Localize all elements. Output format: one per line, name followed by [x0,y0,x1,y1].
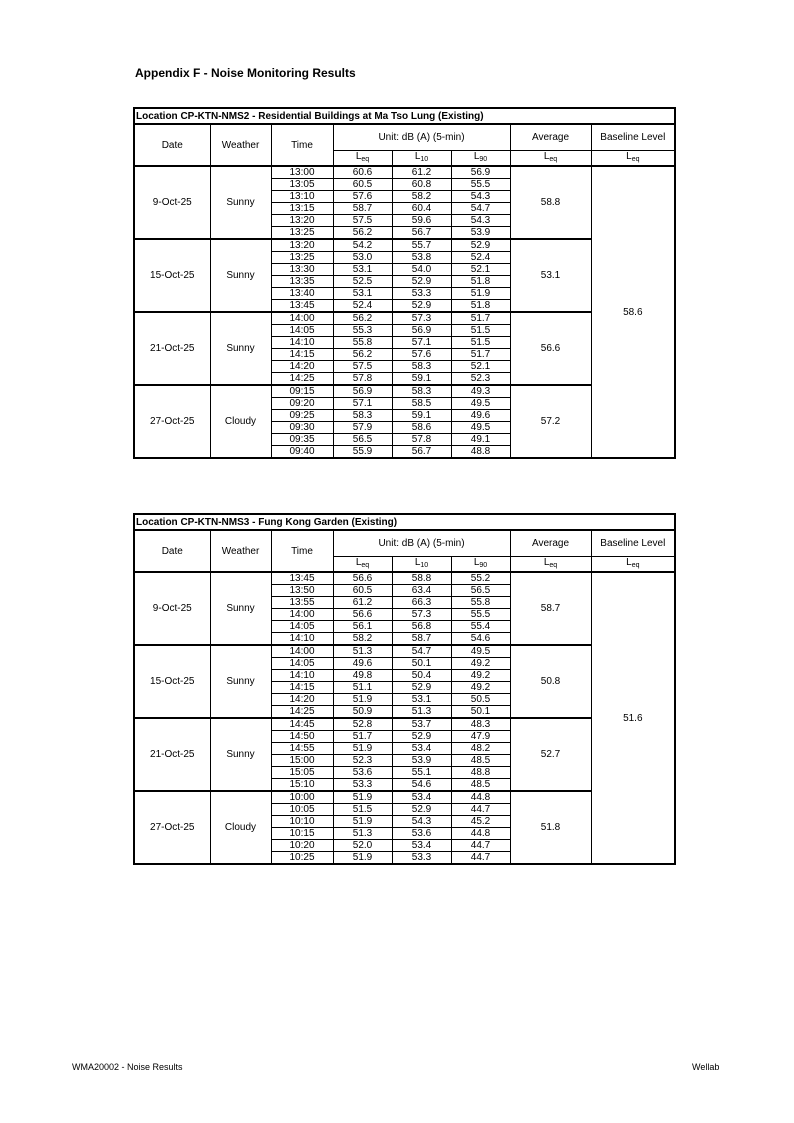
l90-cell: 52.4 [451,252,510,264]
weather-cell: Cloudy [210,791,271,864]
l90-cell: 56.5 [451,585,510,597]
time-cell: 14:25 [271,373,333,386]
date-cell: 9-Oct-25 [134,166,210,239]
time-cell: 13:20 [271,239,333,252]
l10-cell: 53.7 [392,718,451,731]
header-average-leq [510,557,591,573]
l90-cell: 55.4 [451,621,510,633]
time-cell: 13:30 [271,264,333,276]
time-cell: 13:45 [271,300,333,313]
l-symbol: L [473,151,480,162]
l-symbol: L [543,557,550,568]
average-cell: 51.8 [510,791,591,864]
leq-cell: 57.9 [333,422,392,434]
time-cell: 14:50 [271,731,333,743]
l-subscript: 90 [479,562,488,569]
time-cell: 10:10 [271,816,333,828]
l-subscript: eq [361,156,370,163]
l-subscript: eq [631,562,640,569]
header-unit: Unit: dB (A) (5-min) [333,530,510,557]
time-cell: 09:40 [271,446,333,459]
leq-cell: 56.2 [333,349,392,361]
time-cell: 09:15 [271,385,333,398]
l10-cell: 58.8 [392,572,451,585]
time-cell: 10:20 [271,840,333,852]
time-cell: 13:55 [271,597,333,609]
l90-cell: 51.7 [451,349,510,361]
l90-cell: 48.2 [451,743,510,755]
time-cell: 13:05 [271,179,333,191]
l90-cell: 55.5 [451,609,510,621]
l10-cell: 50.1 [392,658,451,670]
l90-cell: 51.8 [451,276,510,288]
l90-cell: 44.8 [451,828,510,840]
l90-cell: 55.8 [451,597,510,609]
leq-cell: 53.0 [333,252,392,264]
l10-cell: 57.8 [392,434,451,446]
header-baseline: Baseline Level [591,530,675,557]
l90-cell: 47.9 [451,731,510,743]
time-cell: 14:25 [271,706,333,719]
average-cell: 58.7 [510,572,591,645]
weather-cell: Cloudy [210,385,271,458]
weather-cell: Sunny [210,239,271,312]
l10-cell: 52.9 [392,731,451,743]
date-cell: 21-Oct-25 [134,312,210,385]
header-date: Date [134,124,210,166]
average-cell: 56.6 [510,312,591,385]
l10-cell: 53.4 [392,840,451,852]
location-title: Location CP-KTN-NMS3 - Fung Kong Garden (Existing) [134,514,675,530]
l90-cell: 52.9 [451,239,510,252]
l-symbol: L [414,151,421,162]
leq-cell: 51.3 [333,828,392,840]
header-row [134,530,675,557]
leq-cell: 51.9 [333,791,392,804]
header-weather: Weather [210,124,271,166]
leq-cell: 56.2 [333,227,392,240]
l90-cell: 44.8 [451,791,510,804]
leq-cell: 52.8 [333,718,392,731]
leq-cell: 51.1 [333,682,392,694]
l-subscript: eq [549,156,558,163]
l90-cell: 48.8 [451,767,510,779]
time-cell: 14:45 [271,718,333,731]
leq-cell: 51.7 [333,731,392,743]
l10-cell: 53.8 [392,252,451,264]
l90-cell: 54.3 [451,215,510,227]
l10-cell: 61.2 [392,166,451,179]
l10-cell: 66.3 [392,597,451,609]
l90-cell: 49.2 [451,682,510,694]
leq-cell: 51.9 [333,816,392,828]
l90-cell: 49.6 [451,410,510,422]
header-weather: Weather [210,530,271,572]
l90-cell: 55.5 [451,179,510,191]
time-cell: 13:10 [271,191,333,203]
header-leq [333,557,392,573]
time-cell: 09:20 [271,398,333,410]
date-cell: 21-Oct-25 [134,718,210,791]
l-subscript: eq [361,562,370,569]
date-cell: 15-Oct-25 [134,239,210,312]
leq-cell: 58.3 [333,410,392,422]
l10-cell: 58.3 [392,385,451,398]
l-subscript: 90 [479,156,488,163]
time-cell: 13:40 [271,288,333,300]
l90-cell: 49.5 [451,645,510,658]
l10-cell: 59.1 [392,373,451,386]
time-cell: 09:25 [271,410,333,422]
header-baseline: Baseline Level [591,124,675,151]
l10-cell: 53.4 [392,743,451,755]
time-cell: 14:00 [271,609,333,621]
time-cell: 13:20 [271,215,333,227]
location-row [134,514,675,530]
leq-cell: 56.6 [333,609,392,621]
header-leq [333,151,392,167]
time-cell: 14:55 [271,743,333,755]
leq-cell: 57.6 [333,191,392,203]
weather-cell: Sunny [210,312,271,385]
time-cell: 10:15 [271,828,333,840]
l90-cell: 50.5 [451,694,510,706]
l90-cell: 54.3 [451,191,510,203]
footer-document-id: WMA20002 - Noise Results [72,1062,183,1072]
average-cell: 58.8 [510,166,591,239]
l90-cell: 48.5 [451,755,510,767]
l10-cell: 57.3 [392,312,451,325]
time-cell: 10:25 [271,852,333,865]
l90-cell: 49.2 [451,670,510,682]
l10-cell: 53.3 [392,852,451,865]
leq-cell: 51.5 [333,804,392,816]
average-cell: 53.1 [510,239,591,312]
l10-cell: 57.1 [392,337,451,349]
l-subscript: eq [549,562,558,569]
date-cell: 27-Oct-25 [134,791,210,864]
header-row [134,124,675,151]
l10-cell: 52.9 [392,682,451,694]
l10-cell: 58.3 [392,361,451,373]
header-baseline-leq [591,151,675,167]
time-cell: 14:05 [271,325,333,337]
time-cell: 14:20 [271,361,333,373]
leq-cell: 55.9 [333,446,392,459]
leq-cell: 60.6 [333,166,392,179]
header-l90 [451,557,510,573]
l90-cell: 49.1 [451,434,510,446]
date-cell: 15-Oct-25 [134,645,210,718]
time-cell: 14:20 [271,694,333,706]
l-subscript: 10 [420,562,429,569]
leq-cell: 49.6 [333,658,392,670]
time-cell: 09:30 [271,422,333,434]
header-average-leq [510,151,591,167]
l10-cell: 53.9 [392,755,451,767]
l10-cell: 55.7 [392,239,451,252]
leq-cell: 60.5 [333,585,392,597]
l10-cell: 52.9 [392,804,451,816]
l90-cell: 55.2 [451,572,510,585]
time-cell: 13:15 [271,203,333,215]
l10-cell: 60.8 [392,179,451,191]
leq-cell: 56.2 [333,312,392,325]
l10-cell: 53.3 [392,288,451,300]
leq-cell: 53.3 [333,779,392,792]
l90-cell: 51.8 [451,300,510,313]
l90-cell: 49.2 [451,658,510,670]
leq-cell: 58.7 [333,203,392,215]
header-l10 [392,557,451,573]
l90-cell: 49.5 [451,398,510,410]
l10-cell: 54.7 [392,645,451,658]
leq-cell: 54.2 [333,239,392,252]
page-title: Appendix F - Noise Monitoring Results [135,66,356,80]
l90-cell: 50.1 [451,706,510,719]
leq-cell: 61.2 [333,597,392,609]
leq-cell: 53.6 [333,767,392,779]
l90-cell: 52.1 [451,361,510,373]
leq-cell: 49.8 [333,670,392,682]
time-cell: 14:15 [271,682,333,694]
leq-cell: 50.9 [333,706,392,719]
l-subscript: 10 [420,156,429,163]
leq-cell: 52.4 [333,300,392,313]
l90-cell: 53.9 [451,227,510,240]
l90-cell: 48.3 [451,718,510,731]
l10-cell: 60.4 [392,203,451,215]
l90-cell: 51.5 [451,337,510,349]
leq-cell: 57.5 [333,361,392,373]
noise-table-nms3 [133,513,676,865]
time-cell: 13:50 [271,585,333,597]
time-cell: 13:35 [271,276,333,288]
l10-cell: 54.0 [392,264,451,276]
table-row [134,572,675,585]
l90-cell: 52.3 [451,373,510,386]
l10-cell: 56.8 [392,621,451,633]
leq-cell: 60.5 [333,179,392,191]
header-baseline-leq [591,557,675,573]
time-cell: 13:00 [271,166,333,179]
header-time: Time [271,124,333,166]
leq-cell: 52.5 [333,276,392,288]
date-cell: 9-Oct-25 [134,572,210,645]
weather-cell: Sunny [210,166,271,239]
l10-cell: 58.6 [392,422,451,434]
leq-cell: 56.5 [333,434,392,446]
leq-cell: 51.9 [333,852,392,865]
time-cell: 13:25 [271,227,333,240]
l10-cell: 58.5 [392,398,451,410]
l10-cell: 56.7 [392,227,451,240]
time-cell: 14:10 [271,670,333,682]
l10-cell: 57.6 [392,349,451,361]
leq-cell: 53.1 [333,288,392,300]
header-average: Average [510,124,591,151]
l90-cell: 54.7 [451,203,510,215]
average-cell: 57.2 [510,385,591,458]
l10-cell: 51.3 [392,706,451,719]
time-cell: 15:05 [271,767,333,779]
noise-table-nms2 [133,107,676,459]
weather-cell: Sunny [210,645,271,718]
leq-cell: 57.8 [333,373,392,386]
l-symbol: L [355,557,362,568]
l90-cell: 45.2 [451,816,510,828]
l-symbol: L [543,151,550,162]
header-date: Date [134,530,210,572]
time-cell: 14:05 [271,658,333,670]
time-cell: 14:05 [271,621,333,633]
header-average: Average [510,530,591,557]
l90-cell: 54.6 [451,633,510,646]
baseline-cell: 51.6 [591,572,675,864]
l-subscript: eq [631,156,640,163]
leq-cell: 55.3 [333,325,392,337]
l10-cell: 59.6 [392,215,451,227]
l90-cell: 48.5 [451,779,510,792]
l10-cell: 55.1 [392,767,451,779]
time-cell: 14:15 [271,349,333,361]
l90-cell: 51.9 [451,288,510,300]
l10-cell: 53.4 [392,791,451,804]
l90-cell: 44.7 [451,804,510,816]
baseline-cell: 58.6 [591,166,675,458]
l90-cell: 51.5 [451,325,510,337]
footer-company: Wellab [692,1062,720,1072]
weather-cell: Sunny [210,718,271,791]
time-cell: 14:10 [271,337,333,349]
leq-cell: 52.3 [333,755,392,767]
time-cell: 10:05 [271,804,333,816]
l10-cell: 56.7 [392,446,451,459]
leq-cell: 55.8 [333,337,392,349]
l90-cell: 52.1 [451,264,510,276]
l10-cell: 53.6 [392,828,451,840]
l10-cell: 52.9 [392,276,451,288]
time-cell: 15:00 [271,755,333,767]
location-title: Location CP-KTN-NMS2 - Residential Buildings at Ma Tso Lung (Existing) [134,108,675,124]
time-cell: 14:00 [271,645,333,658]
time-cell: 13:45 [271,572,333,585]
time-cell: 14:00 [271,312,333,325]
header-l90 [451,151,510,167]
l90-cell: 49.3 [451,385,510,398]
weather-cell: Sunny [210,572,271,645]
leq-cell: 56.6 [333,572,392,585]
leq-cell: 53.1 [333,264,392,276]
average-cell: 50.8 [510,645,591,718]
time-cell: 09:35 [271,434,333,446]
l10-cell: 53.1 [392,694,451,706]
l-symbol: L [473,557,480,568]
leq-cell: 52.0 [333,840,392,852]
l-symbol: L [626,151,632,162]
l10-cell: 57.3 [392,609,451,621]
l90-cell: 44.7 [451,840,510,852]
time-cell: 15:10 [271,779,333,792]
l10-cell: 58.7 [392,633,451,646]
l10-cell: 63.4 [392,585,451,597]
location-row [134,108,675,124]
l10-cell: 52.9 [392,300,451,313]
date-cell: 27-Oct-25 [134,385,210,458]
l10-cell: 54.6 [392,779,451,792]
l90-cell: 51.7 [451,312,510,325]
header-l10 [392,151,451,167]
time-cell: 13:25 [271,252,333,264]
l90-cell: 44.7 [451,852,510,865]
leq-cell: 51.3 [333,645,392,658]
l-symbol: L [414,557,421,568]
time-cell: 14:10 [271,633,333,646]
header-time: Time [271,530,333,572]
leq-cell: 57.5 [333,215,392,227]
leq-cell: 58.2 [333,633,392,646]
l10-cell: 59.1 [392,410,451,422]
l10-cell: 54.3 [392,816,451,828]
l90-cell: 48.8 [451,446,510,459]
leq-cell: 56.9 [333,385,392,398]
l10-cell: 56.9 [392,325,451,337]
l10-cell: 50.4 [392,670,451,682]
l90-cell: 49.5 [451,422,510,434]
leq-cell: 56.1 [333,621,392,633]
leq-cell: 57.1 [333,398,392,410]
l-symbol: L [355,151,362,162]
l-symbol: L [626,557,632,568]
leq-cell: 51.9 [333,743,392,755]
average-cell: 52.7 [510,718,591,791]
leq-cell: 51.9 [333,694,392,706]
time-cell: 10:00 [271,791,333,804]
l90-cell: 56.9 [451,166,510,179]
table-row [134,166,675,179]
l10-cell: 58.2 [392,191,451,203]
header-unit: Unit: dB (A) (5-min) [333,124,510,151]
